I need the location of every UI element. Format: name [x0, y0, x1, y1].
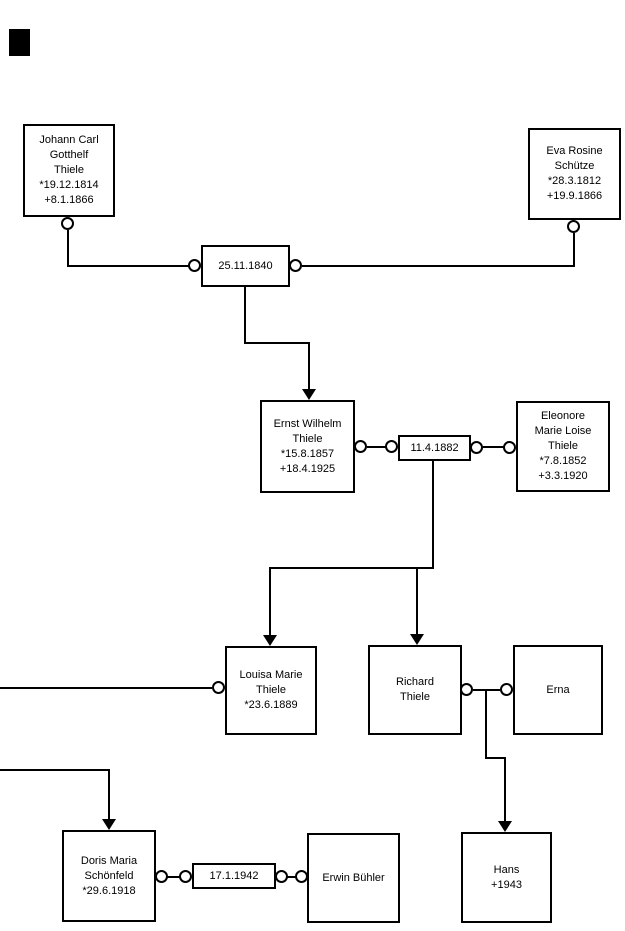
- person-name-line: Richard: [396, 676, 434, 688]
- marriage-date: 11.4.1882: [410, 441, 459, 454]
- connector-to-doris: [108, 769, 110, 819]
- person-birth-date: *19.12.1814: [39, 179, 99, 191]
- black-rectangle-marker: [9, 29, 30, 56]
- person-name-line: Thiele: [400, 691, 430, 703]
- person-box-erwin[interactable]: [307, 833, 400, 923]
- connector-children-bar: [269, 567, 434, 569]
- person-box-eva[interactable]: [528, 128, 621, 220]
- person-name-line: Thiele: [548, 440, 578, 452]
- person-name-line: Louisa Marie: [239, 669, 303, 681]
- person-birth-date: *29.6.1918: [82, 884, 136, 897]
- person-birth-date: *15.8.1857: [280, 447, 335, 460]
- connector-to-richard: [416, 567, 418, 634]
- person-name-line: Eleonore: [540, 410, 586, 422]
- junction-circle-ernst-right: [354, 440, 367, 453]
- person-box-hans[interactable]: [461, 832, 552, 923]
- person-name-line: Gotthelf: [49, 149, 89, 161]
- junction-circle-m1942-right: [275, 870, 288, 883]
- connector-m1840-down: [244, 287, 246, 344]
- person-name-line: Marie Loise: [534, 425, 592, 437]
- connector-m1882-down: [432, 461, 434, 569]
- junction-circle-m1942-left: [179, 870, 192, 883]
- person-name-line: Schütze: [554, 160, 595, 172]
- arrowhead-down-hans: [498, 821, 512, 832]
- connector-eva-down: [573, 233, 575, 267]
- junction-circle-m1882-right: [470, 441, 483, 454]
- person-death-date: +1943: [491, 878, 522, 891]
- connector-to-louisa: [269, 567, 271, 635]
- person-name-line: Doris Maria: [80, 854, 138, 867]
- connector-johann-to-m1840: [67, 265, 189, 267]
- junction-circle-m1882-left: [385, 440, 398, 453]
- marriage-date: 17.1.1942: [209, 869, 259, 882]
- connector-offscreen-to-louisa: [0, 687, 212, 689]
- junction-circle-johann-bottom: [61, 217, 74, 230]
- junction-circle-erwin-left: [295, 870, 308, 883]
- connector-to-ernst: [308, 342, 310, 390]
- junction-circle-louisa-left: [212, 681, 225, 694]
- connector-eva-to-m1840: [302, 265, 575, 267]
- arrowhead-down-doris: [102, 819, 116, 830]
- marriage-box-1942[interactable]: [192, 863, 276, 889]
- person-name-line: Erwin Bühler: [322, 871, 385, 884]
- person-birth-date: *23.6.1889: [244, 699, 298, 711]
- connector-m1882-to-eleonore: [483, 446, 504, 448]
- person-death-date: +8.1.1866: [44, 194, 94, 206]
- junction-circle-doris-right: [155, 870, 168, 883]
- connector-offscreen-to-doris: [0, 769, 110, 771]
- person-box-doris[interactable]: [62, 830, 156, 922]
- junction-circle-eleonore-left: [503, 441, 516, 454]
- person-box-richard[interactable]: [368, 645, 462, 735]
- arrowhead-down-louisa: [263, 635, 277, 646]
- junction-circle-richard-right: [460, 683, 473, 696]
- person-death-date: +3.3.1920: [538, 470, 588, 482]
- person-name-line: Eva Rosine: [546, 145, 603, 157]
- connector-to-hans: [504, 757, 506, 821]
- connector-ernst-to-m1882: [367, 446, 387, 448]
- junction-circle-m1840-left: [188, 259, 201, 272]
- person-name-line: Ernst Wilhelm: [273, 417, 342, 430]
- connector-jog-to-hans: [485, 757, 506, 759]
- junction-circle-erna-left: [500, 683, 513, 696]
- person-box-ernst[interactable]: [260, 400, 355, 493]
- arrowhead-down-richard: [410, 634, 424, 645]
- marriage-date: 25.11.1840: [218, 259, 273, 272]
- person-birth-date: *7.8.1852: [539, 455, 587, 467]
- person-box-louisa[interactable]: [225, 646, 317, 735]
- junction-circle-eva-bottom: [567, 220, 580, 233]
- marriage-box-1882[interactable]: [398, 435, 471, 461]
- person-name-line: Erna: [546, 683, 570, 696]
- junction-circle-m1840-right: [289, 259, 302, 272]
- person-name-line: Schönfeld: [84, 869, 134, 882]
- person-box-eleonore[interactable]: [516, 401, 610, 492]
- person-name-line: Thiele: [256, 684, 286, 696]
- person-death-date: +18.4.1925: [279, 462, 336, 475]
- arrowhead-down-ernst: [302, 389, 316, 400]
- connector-m1840-across: [244, 342, 310, 344]
- marriage-box-1840[interactable]: [201, 245, 290, 287]
- connector-richard-erna-down: [485, 689, 487, 759]
- person-box-johann[interactable]: [23, 124, 115, 217]
- person-name-line: Johann Carl: [39, 134, 99, 146]
- person-name-line: Thiele: [292, 432, 323, 445]
- person-name-line: Thiele: [54, 164, 84, 176]
- person-birth-date: *28.3.1812: [547, 175, 602, 187]
- person-death-date: +19.9.1866: [546, 190, 603, 202]
- person-name-line: Hans: [493, 863, 520, 876]
- connector-johann-down: [67, 230, 69, 267]
- person-box-erna[interactable]: [513, 645, 603, 735]
